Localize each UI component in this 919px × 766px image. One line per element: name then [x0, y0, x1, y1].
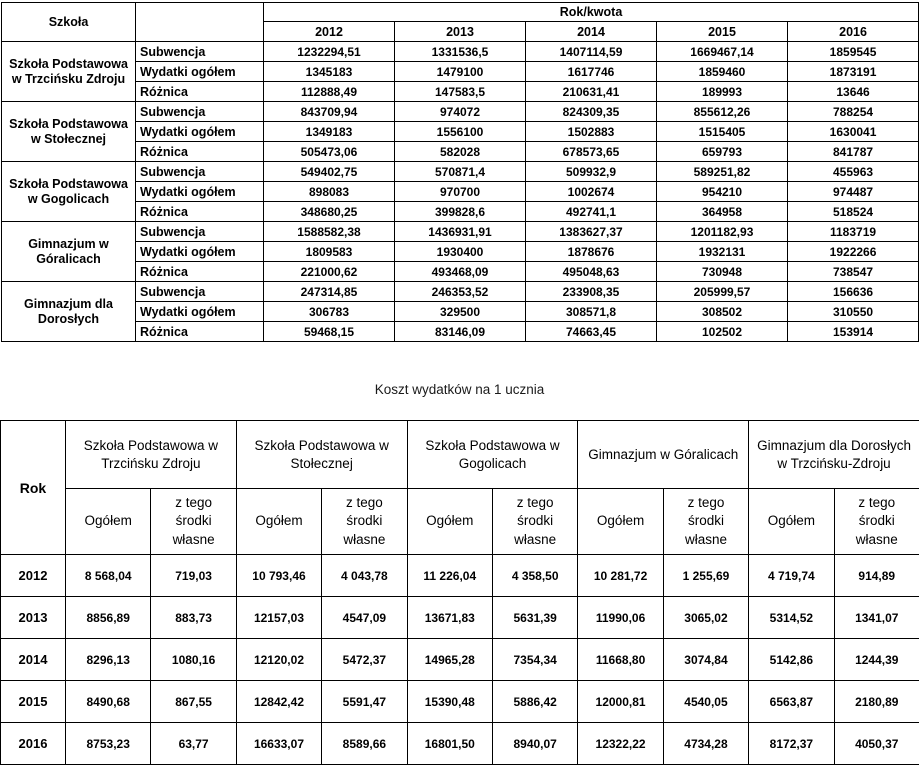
metric-value-cell: 306783: [264, 302, 395, 322]
year-header: 2016: [788, 22, 919, 42]
cost-value-cell: 14965,28: [407, 639, 492, 681]
year-header: 2015: [657, 22, 788, 42]
rok-header: Rok: [1, 421, 66, 555]
cost-value-cell: 5314,52: [749, 597, 834, 639]
subsidy-data-row: [2, 282, 919, 302]
metric-value-cell: 246353,52: [395, 282, 526, 302]
metric-label-cell: Różnica: [136, 322, 264, 342]
cost-value-cell: 5631,39: [492, 597, 577, 639]
metric-label-cell: Wydatki ogółem: [136, 242, 264, 262]
subheader-total: Ogółem: [66, 489, 151, 555]
document-page: [0, 2, 919, 765]
metric-value-cell: 399828,6: [395, 202, 526, 222]
cost-value-cell: 13671,83: [407, 597, 492, 639]
metric-value-cell: 843709,94: [264, 102, 395, 122]
subheader-own-funds: z tego środki własne: [322, 489, 407, 555]
metric-label-cell: Wydatki ogółem: [136, 302, 264, 322]
school-name-cell: Gimnazjum w Góralicach: [2, 222, 136, 282]
subsidy-data-row: [2, 322, 919, 342]
subsidy-data-row: [2, 182, 919, 202]
subsidy-table-head: [2, 3, 919, 42]
metric-value-cell: 102502: [657, 322, 788, 342]
subsidy-data-row: [2, 102, 919, 122]
metric-value-cell: 112888,49: [264, 82, 395, 102]
metric-value-cell: 974072: [395, 102, 526, 122]
cost-value-cell: 867,55: [151, 681, 236, 723]
metric-value-cell: 898083: [264, 182, 395, 202]
cost-value-cell: 8940,07: [492, 723, 577, 765]
subheader-own-funds: z tego środki własne: [151, 489, 236, 555]
year-cell: 2013: [1, 597, 66, 639]
cost-value-cell: 8856,89: [66, 597, 151, 639]
cost-header-row-2: [1, 489, 919, 555]
cost-per-student-table: [0, 420, 919, 765]
subheader-total: Ogółem: [407, 489, 492, 555]
metric-value-cell: 1932131: [657, 242, 788, 262]
metric-value-cell: 788254: [788, 102, 919, 122]
cost-data-row: [1, 681, 919, 723]
school-name-cell: Szkoła Podstawowa w Stołecznej: [2, 102, 136, 162]
subheader-own-funds: z tego środki własne: [834, 489, 919, 555]
metric-value-cell: 1873191: [788, 62, 919, 82]
metric-value-cell: 147583,5: [395, 82, 526, 102]
cost-value-cell: 1 255,69: [663, 555, 748, 597]
metric-value-cell: 589251,82: [657, 162, 788, 182]
cost-value-cell: 5142,86: [749, 639, 834, 681]
metric-value-cell: 329500: [395, 302, 526, 322]
year-header: 2013: [395, 22, 526, 42]
metric-label-cell: Wydatki ogółem: [136, 182, 264, 202]
cost-value-cell: 12322,22: [578, 723, 663, 765]
cost-value-cell: 6563,87: [749, 681, 834, 723]
cost-value-cell: 3074,84: [663, 639, 748, 681]
metric-value-cell: 348680,25: [264, 202, 395, 222]
cost-value-cell: 4734,28: [663, 723, 748, 765]
metric-value-cell: 364958: [657, 202, 788, 222]
school-column-header: Gimnazjum w Góralicach: [578, 421, 749, 489]
year-cell: 2016: [1, 723, 66, 765]
metric-value-cell: 233908,35: [526, 282, 657, 302]
metric-value-cell: 1232294,51: [264, 42, 395, 62]
metric-value-cell: 1331536,5: [395, 42, 526, 62]
metric-value-cell: 13646: [788, 82, 919, 102]
cost-value-cell: 4540,05: [663, 681, 748, 723]
metric-value-cell: 1383627,37: [526, 222, 657, 242]
metric-value-cell: 156636: [788, 282, 919, 302]
metric-value-cell: 74663,45: [526, 322, 657, 342]
metric-value-cell: 1669467,14: [657, 42, 788, 62]
subsidy-data-row: [2, 82, 919, 102]
metric-value-cell: 308502: [657, 302, 788, 322]
cost-data-row: [1, 723, 919, 765]
cost-data-row: [1, 597, 919, 639]
subsidy-table: [1, 2, 919, 342]
year-cell: 2015: [1, 681, 66, 723]
metric-value-cell: 1002674: [526, 182, 657, 202]
cost-value-cell: 8172,37: [749, 723, 834, 765]
subsidy-data-row: [2, 122, 919, 142]
cost-value-cell: 2180,89: [834, 681, 919, 723]
cost-value-cell: 10 281,72: [578, 555, 663, 597]
metric-value-cell: 1436931,91: [395, 222, 526, 242]
cost-value-cell: 1080,16: [151, 639, 236, 681]
metric-value-cell: 659793: [657, 142, 788, 162]
subsidy-data-row: [2, 262, 919, 282]
cost-value-cell: 63,77: [151, 723, 236, 765]
metric-value-cell: 1345183: [264, 62, 395, 82]
subsidy-data-row: [2, 142, 919, 162]
cost-value-cell: 5472,37: [322, 639, 407, 681]
metric-label-cell: Wydatki ogółem: [136, 122, 264, 142]
metric-value-cell: 1617746: [526, 62, 657, 82]
metric-value-cell: 509932,9: [526, 162, 657, 182]
subsidy-table-body: [2, 42, 919, 342]
metric-value-cell: 1878676: [526, 242, 657, 262]
cost-value-cell: 11990,06: [578, 597, 663, 639]
cost-value-cell: 1341,07: [834, 597, 919, 639]
metric-value-cell: 1407114,59: [526, 42, 657, 62]
metric-value-cell: 570871,4: [395, 162, 526, 182]
cost-value-cell: 12000,81: [578, 681, 663, 723]
subsidy-data-row: [2, 202, 919, 222]
subsidy-data-row: [2, 242, 919, 262]
metric-value-cell: 954210: [657, 182, 788, 202]
cost-value-cell: 4 358,50: [492, 555, 577, 597]
corner-header-blank: [136, 3, 264, 42]
metric-label-cell: Różnica: [136, 202, 264, 222]
cost-value-cell: 12157,03: [236, 597, 321, 639]
cost-value-cell: 883,73: [151, 597, 236, 639]
cost-value-cell: 7354,34: [492, 639, 577, 681]
cost-value-cell: 8589,66: [322, 723, 407, 765]
subsidy-data-row: [2, 222, 919, 242]
metric-label-cell: Subwencja: [136, 282, 264, 302]
year-header: 2012: [264, 22, 395, 42]
school-name-cell: Szkoła Podstawowa w Trzcińsku Zdroju: [2, 42, 136, 102]
cost-table-body: [1, 555, 919, 765]
metric-value-cell: 505473,06: [264, 142, 395, 162]
metric-value-cell: 1922266: [788, 242, 919, 262]
metric-value-cell: 841787: [788, 142, 919, 162]
metric-value-cell: 1859460: [657, 62, 788, 82]
cost-data-row: [1, 639, 919, 681]
metric-value-cell: 824309,35: [526, 102, 657, 122]
cost-value-cell: 5591,47: [322, 681, 407, 723]
cost-value-cell: 1244,39: [834, 639, 919, 681]
metric-value-cell: 970700: [395, 182, 526, 202]
metric-value-cell: 1515405: [657, 122, 788, 142]
metric-label-cell: Wydatki ogółem: [136, 62, 264, 82]
year-cell: 2014: [1, 639, 66, 681]
year-cell: 2012: [1, 555, 66, 597]
subsidy-data-row: [2, 162, 919, 182]
cost-value-cell: 15390,48: [407, 681, 492, 723]
metric-value-cell: 153914: [788, 322, 919, 342]
cost-header-row-1: [1, 421, 919, 489]
header-rok-kwota: Rok/kwota: [264, 3, 919, 22]
cost-value-cell: 4547,09: [322, 597, 407, 639]
metric-label-cell: Subwencja: [136, 162, 264, 182]
metric-value-cell: 1502883: [526, 122, 657, 142]
metric-value-cell: 582028: [395, 142, 526, 162]
metric-value-cell: 730948: [657, 262, 788, 282]
metric-value-cell: 974487: [788, 182, 919, 202]
cost-value-cell: 719,03: [151, 555, 236, 597]
metric-value-cell: 1588582,38: [264, 222, 395, 242]
subheader-own-funds: z tego środki własne: [492, 489, 577, 555]
metric-label-cell: Subwencja: [136, 222, 264, 242]
school-name-cell: Gimnazjum dla Dorosłych: [2, 282, 136, 342]
metric-value-cell: 1859545: [788, 42, 919, 62]
metric-value-cell: 518524: [788, 202, 919, 222]
metric-value-cell: 83146,09: [395, 322, 526, 342]
subheader-total: Ogółem: [578, 489, 663, 555]
cost-value-cell: 8296,13: [66, 639, 151, 681]
metric-value-cell: 1930400: [395, 242, 526, 262]
metric-value-cell: 205999,57: [657, 282, 788, 302]
metric-value-cell: 247314,85: [264, 282, 395, 302]
metric-value-cell: 1201182,93: [657, 222, 788, 242]
metric-value-cell: 210631,41: [526, 82, 657, 102]
metric-value-cell: 495048,63: [526, 262, 657, 282]
subheader-total: Ogółem: [749, 489, 834, 555]
metric-value-cell: 1479100: [395, 62, 526, 82]
school-name-cell: Szkoła Podstawowa w Gogolicach: [2, 162, 136, 222]
metric-value-cell: 1630041: [788, 122, 919, 142]
metric-label-cell: Różnica: [136, 142, 264, 162]
subheader-own-funds: z tego środki własne: [663, 489, 748, 555]
school-column-header: Gimnazjum dla Dorosłych w Trzcińsku-Zdroju: [749, 421, 919, 489]
cost-value-cell: 8753,23: [66, 723, 151, 765]
cost-value-cell: 4 719,74: [749, 555, 834, 597]
subheader-total: Ogółem: [236, 489, 321, 555]
metric-label-cell: Subwencja: [136, 42, 264, 62]
subsidy-data-row: [2, 42, 919, 62]
cost-value-cell: 11668,80: [578, 639, 663, 681]
cost-value-cell: 5886,42: [492, 681, 577, 723]
metric-value-cell: 1183719: [788, 222, 919, 242]
metric-value-cell: 189993: [657, 82, 788, 102]
metric-value-cell: 855612,26: [657, 102, 788, 122]
cost-value-cell: 914,89: [834, 555, 919, 597]
subsidy-data-row: [2, 62, 919, 82]
cost-value-cell: 16633,07: [236, 723, 321, 765]
metric-label-cell: Różnica: [136, 82, 264, 102]
metric-value-cell: 1556100: [395, 122, 526, 142]
cost-value-cell: 12120,02: [236, 639, 321, 681]
metric-label-cell: Subwencja: [136, 102, 264, 122]
metric-value-cell: 221000,62: [264, 262, 395, 282]
cost-value-cell: 16801,50: [407, 723, 492, 765]
cost-value-cell: 4050,37: [834, 723, 919, 765]
cost-value-cell: 4 043,78: [322, 555, 407, 597]
cost-value-cell: 10 793,46: [236, 555, 321, 597]
subsidy-data-row: [2, 302, 919, 322]
cost-table-title: Koszt wydatków na 1 ucznia: [0, 382, 919, 398]
metric-value-cell: 310550: [788, 302, 919, 322]
subsidy-header-row-1: [2, 3, 919, 22]
cost-value-cell: 3065,02: [663, 597, 748, 639]
metric-value-cell: 59468,15: [264, 322, 395, 342]
cost-data-row: [1, 555, 919, 597]
metric-value-cell: 1809583: [264, 242, 395, 262]
year-header: 2014: [526, 22, 657, 42]
metric-value-cell: 492741,1: [526, 202, 657, 222]
school-column-header: Szkoła Podstawowa w Stołecznej: [236, 421, 407, 489]
metric-value-cell: 549402,75: [264, 162, 395, 182]
metric-value-cell: 455963: [788, 162, 919, 182]
cost-value-cell: 12842,42: [236, 681, 321, 723]
metric-value-cell: 1349183: [264, 122, 395, 142]
metric-label-cell: Różnica: [136, 262, 264, 282]
cost-value-cell: 8490,68: [66, 681, 151, 723]
metric-value-cell: 738547: [788, 262, 919, 282]
cost-table-head: [1, 421, 919, 555]
cost-value-cell: 11 226,04: [407, 555, 492, 597]
school-column-header: Szkoła Podstawowa w Gogolicach: [407, 421, 578, 489]
metric-value-cell: 493468,09: [395, 262, 526, 282]
cost-value-cell: 8 568,04: [66, 555, 151, 597]
metric-value-cell: 678573,65: [526, 142, 657, 162]
corner-header-school: Szkoła: [2, 3, 136, 42]
metric-value-cell: 308571,8: [526, 302, 657, 322]
school-column-header: Szkoła Podstawowa w Trzcińsku Zdroju: [66, 421, 237, 489]
